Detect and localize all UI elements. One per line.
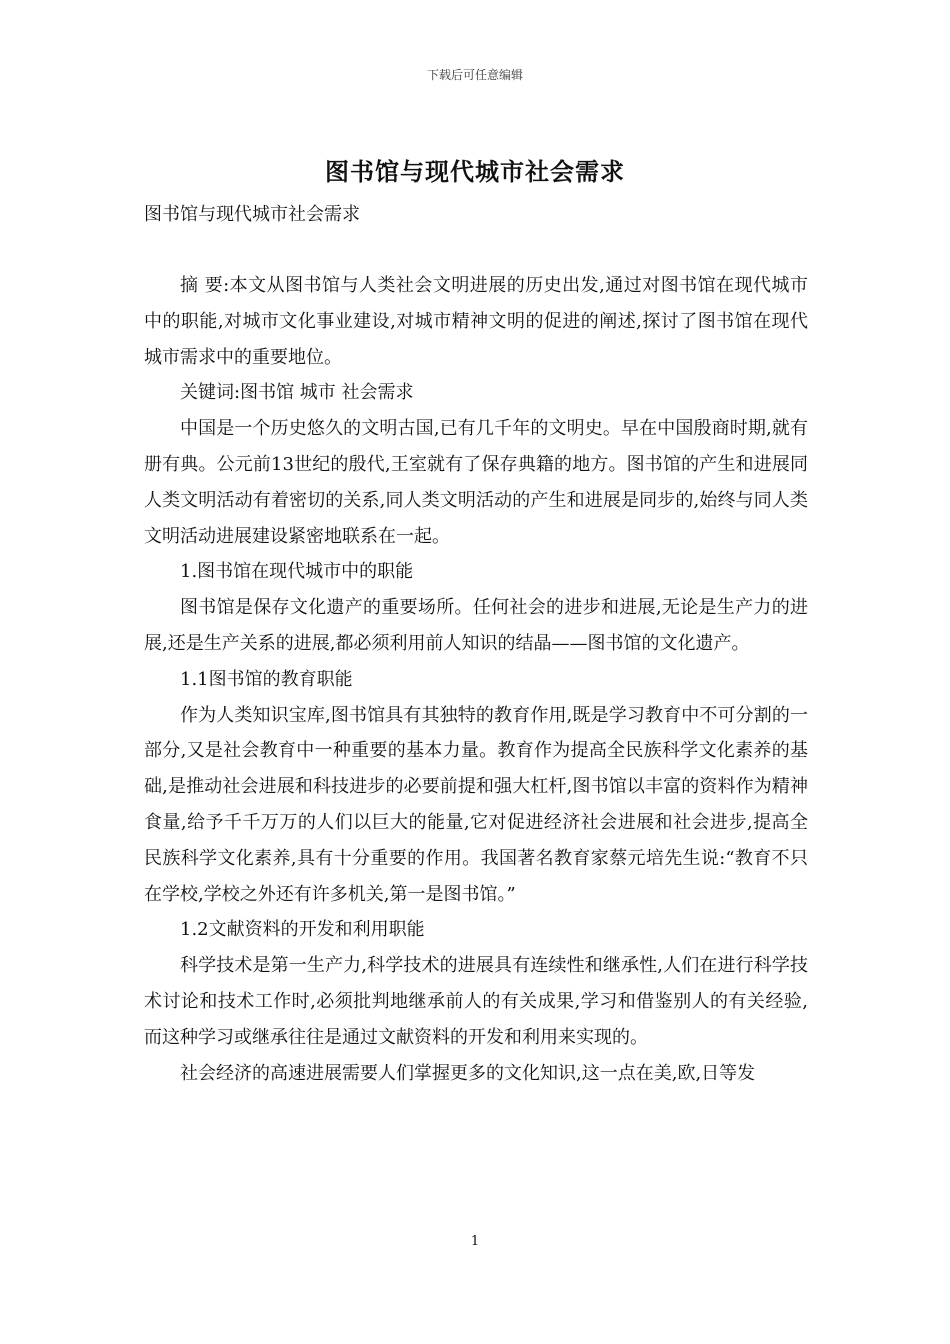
section-1-2-paragraph: 科学技术是第一生产力,科学技术的进展具有连续性和继承性,人们在进行科学技术讨论和技术工作时,必须批判地继承前人的有关成果,学习和借鉴别人的有关经验,而这种学习或继承往往是通过文献资料的开发和利用来实现的。 xyxy=(144,955,808,1048)
document-subtitle: 图书馆与现代城市社会需求 xyxy=(144,204,360,225)
body-text xyxy=(144,268,808,1091)
section-1-1-paragraph: 作为人类知识宝库,图书馆具有其独特的教育作用,既是学习教育中不可分割的一部分,又是社会教育中一种重要的基本力量。教育作为提高全民族科学文化素养的基础,是推动社会进展和科技进步的必要前提和强大杠杆,图书馆以丰富的资料作为精神食量,给予千千万万的人们以巨大的能量,它对促进经济社会进展和社会进步,提高全民族科学文化素养,具有十分重要的作用。我国著名教育家蔡元培先生说:“教育不只在学校,学校之外还有许多机关,第一是图书馆。” xyxy=(144,704,808,905)
section-1-paragraph: 图书馆是保存文化遗产的重要场所。任何社会的进步和进展,无论是生产力的进展,还是生产关系的进展,都必须利用前人知识的结晶——图书馆的文化遗产。 xyxy=(144,597,808,654)
section-heading-1: 1.图书馆在现代城市中的职能 xyxy=(180,561,414,583)
section-heading-1-2: 1.2文献资料的开发和利用职能 xyxy=(180,919,425,941)
intro-paragraph: 中国是一个历史悠久的文明古国,已有几千年的文明史。早在中国殷商时期,就有册有典。公元前13世纪的殷代,王室就有了保存典籍的地方。图书馆的产生和进展同人类文明活动有着密切的关系,同人类文明活动的产生和进展是同步的,始终与同人类文明活动进展建设紧密地联系在一起。 xyxy=(144,418,808,547)
abstract-paragraph: 摘 要:本文从图书馆与人类社会文明进展的历史出发,通过对图书馆在现代城市中的职能,对城市文化事业建设,对城市精神文明的促进的阐述,探讨了图书馆在现代城市需求中的重要地位。 xyxy=(144,275,808,368)
keywords-paragraph: 关键词:图书馆 城市 社会需求 xyxy=(180,382,414,404)
header-note: 下载后可任意编辑 xyxy=(426,68,523,82)
document-title: 图书馆与现代城市社会需求 xyxy=(325,157,625,186)
continuing-paragraph: 社会经济的高速进展需要人们掌握更多的文化知识,这一点在美,欧,日等发 xyxy=(180,1062,756,1084)
page-number: 1 xyxy=(470,1234,480,1249)
section-heading-1-1: 1.1图书馆的教育职能 xyxy=(180,668,353,690)
